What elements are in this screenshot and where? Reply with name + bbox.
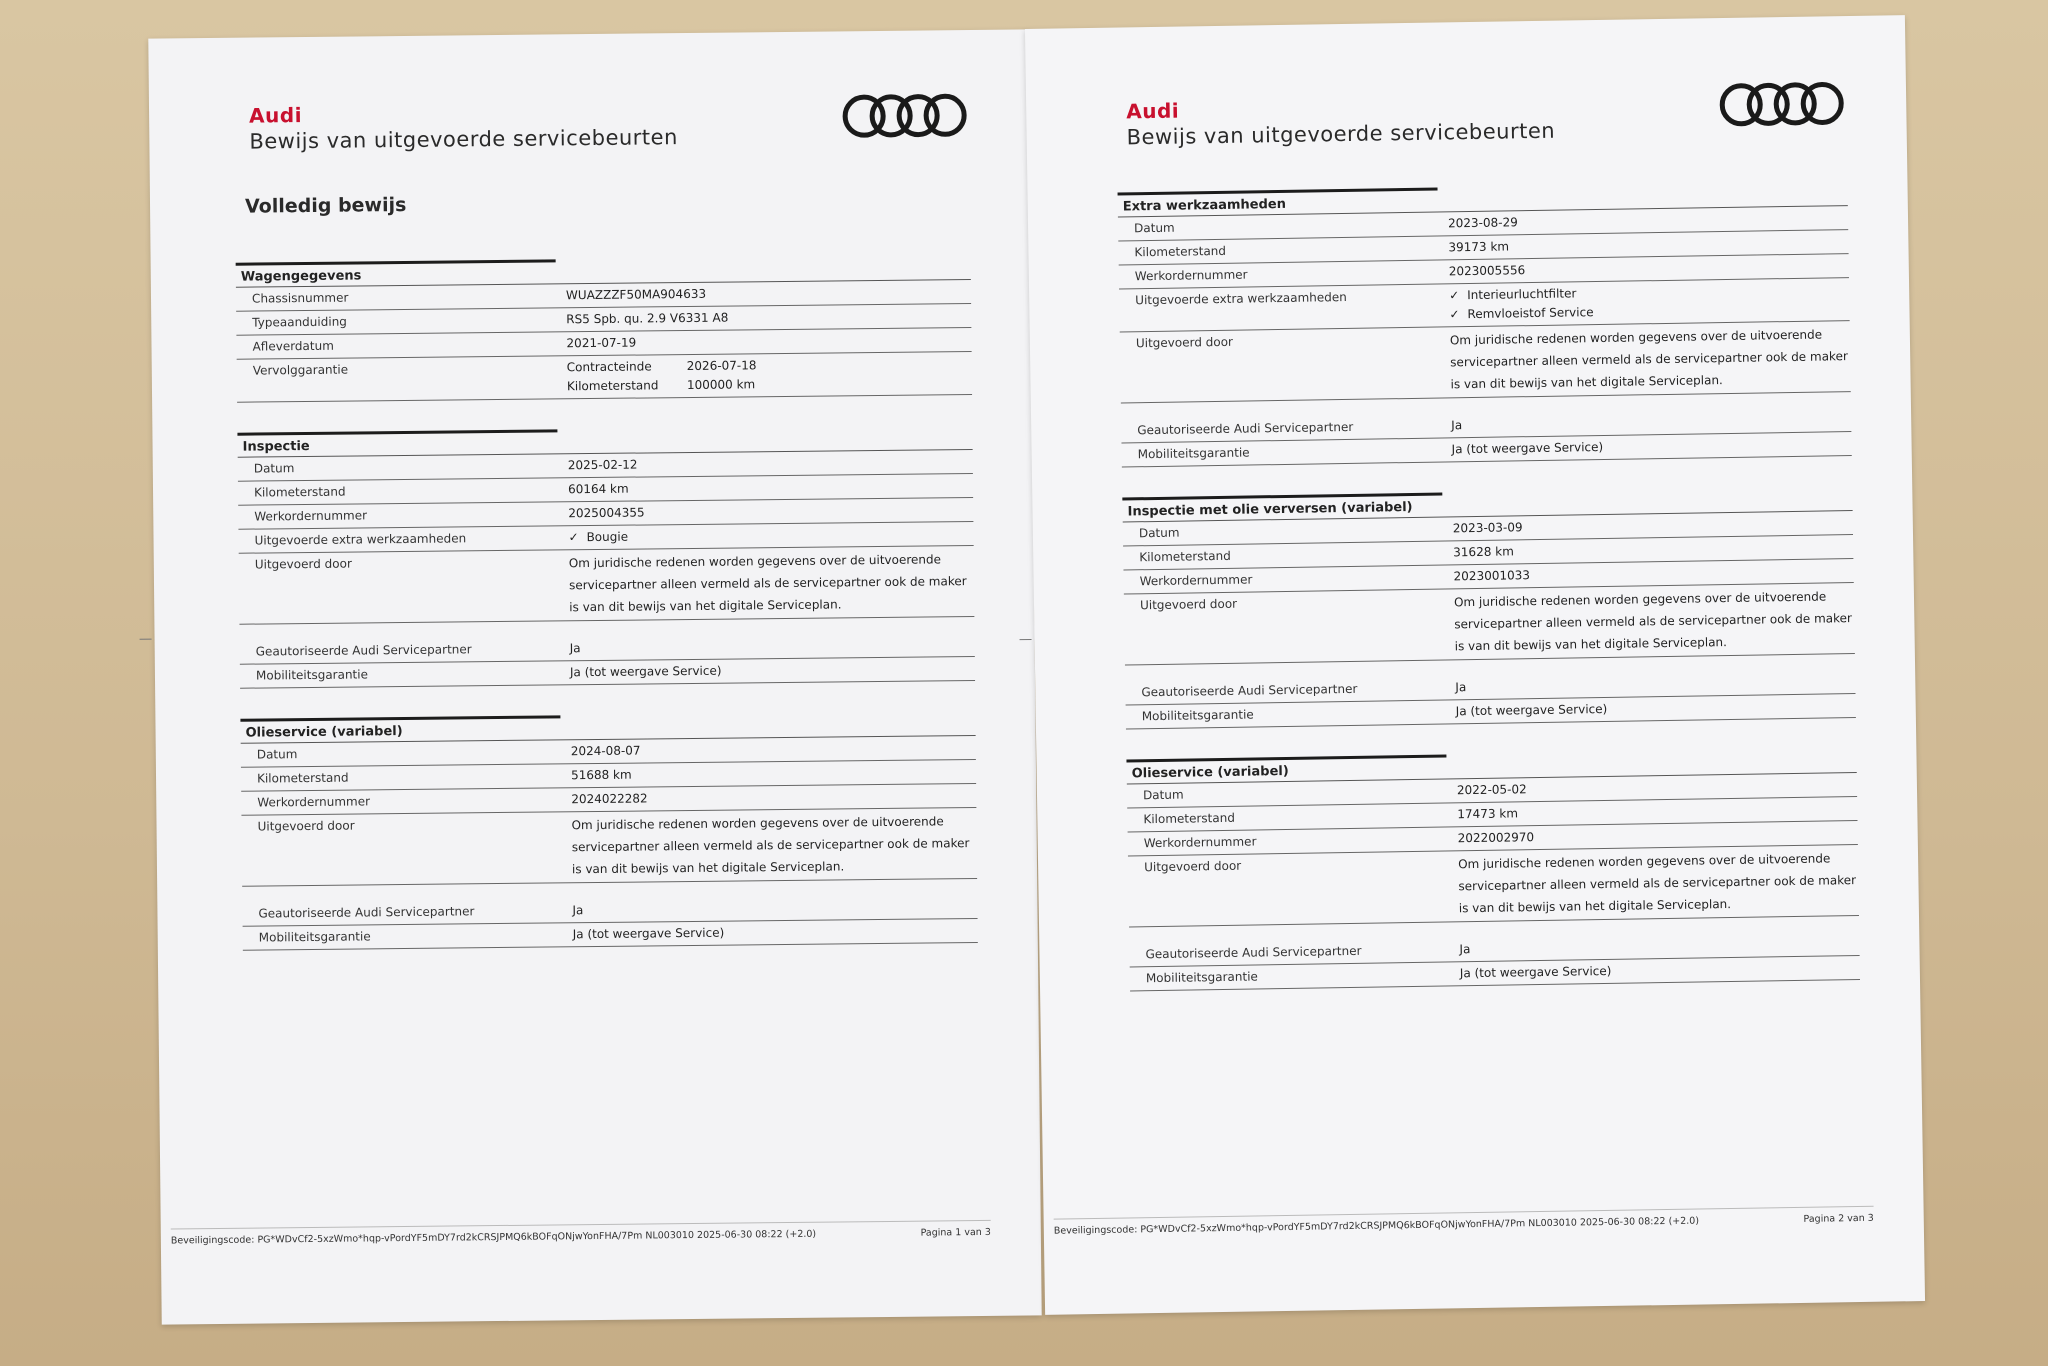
row-value: 2023005556: [1448, 263, 1526, 279]
row-value: Ja (tot weergave Service): [569, 663, 722, 680]
row-label: Werkordernummer: [254, 508, 368, 524]
fold-mark: [1020, 639, 1032, 640]
row-label: Datum: [253, 461, 295, 476]
row-value: Om juridische redenen worden gegevens over de uitvoerende servicepartner alleen vermeld als de servicepartner ook de maker is van dit bewijs van het digitale Serviceplan.: [571, 814, 970, 877]
row-label: Geautoriseerde Audi Servicepartner: [258, 904, 475, 921]
row-value: RS5 Spb. qu. 2.9 V6331 A8: [566, 310, 729, 327]
row-label: Geautoriseerde Audi Servicepartner: [1141, 681, 1358, 700]
sub-value: 100000 km: [686, 377, 756, 393]
checkmark-icon: ✓: [568, 530, 579, 545]
section-inspectie: [237, 425, 975, 689]
sections-page-2: [1118, 181, 1861, 1021]
section-title: Olieservice (variabel): [1126, 751, 1856, 784]
row-value: Ja: [1455, 680, 1467, 695]
row-label: Datum: [1133, 220, 1175, 236]
row-label: Mobiliteitsgarantie: [1145, 969, 1258, 986]
row-label: Werkordernummer: [1143, 834, 1257, 851]
row-value: WUAZZZF50MA904633: [565, 286, 707, 303]
sub-value: 2026-07-18: [686, 358, 757, 374]
row-label: Typeaanduiding: [252, 314, 347, 330]
row-label: Kilometerstand: [1139, 548, 1231, 565]
row-label: Geautoriseerde Audi Servicepartner: [255, 642, 472, 659]
row-label: Afleverdatum: [252, 338, 334, 354]
row-value: Ja: [572, 903, 584, 918]
row-label: Werkordernummer: [257, 794, 371, 810]
row-value: 2023-03-09: [1452, 520, 1523, 536]
row-value: Om juridische redenen worden gegevens over de uitvoerende servicepartner alleen vermeld als de servicepartner ook de maker is van dit bewijs van het digitale Serviceplan.: [1453, 589, 1853, 654]
section-title: Wagengegevens: [236, 258, 971, 288]
row-value: 51688 km: [570, 767, 632, 783]
document-title: Bewijs van uitgevoerde servicebeurten: [249, 125, 678, 154]
row-label: Uitgevoerde extra werkzaamheden: [254, 531, 467, 548]
extra-item-label: Remvloeistof Service: [1467, 305, 1594, 322]
sub-kilometerstand: [567, 373, 972, 396]
row-value: 2025-02-12: [567, 457, 638, 473]
row-label: Kilometerstand: [1134, 243, 1227, 260]
row-label: Mobiliteitsgarantie: [258, 929, 371, 945]
row-vervolggarantie: [237, 352, 972, 403]
security-code: Beveiligingscode: PG*WDvCf2-5xzWmo*hqp-vPordYF5mDY7rd2kCRSJPMQ6kBOFqONjwYonFHA/7Pm NL003010 2025-06-30 08:22 (+2.0): [170, 1228, 817, 1247]
row-label: Kilometerstand: [253, 484, 346, 500]
section-olieservice: [240, 711, 977, 951]
brand-name: Audi: [1126, 98, 1180, 124]
section-inspectie-olie: [1122, 486, 1856, 729]
document-page-2: [1025, 15, 1925, 1315]
row-label: Uitgevoerde extra werkzaamheden: [1135, 289, 1347, 308]
section-extra-werkzaamheden: [1118, 181, 1852, 467]
document-title: Bewijs van uitgevoerde servicebeurten: [1126, 118, 1556, 150]
row-label: Uitgevoerd door: [1139, 596, 1238, 613]
row-label: Datum: [1142, 787, 1184, 803]
audi-rings-logo: [1716, 78, 1847, 130]
row-value: 2021-07-19: [566, 335, 637, 351]
row-label: Mobiliteitsgarantie: [1137, 445, 1250, 462]
row-value: Ja (tot weergave Service): [572, 925, 725, 942]
row-value: [567, 354, 972, 396]
row-value: Ja: [1451, 418, 1463, 433]
checkmark-icon: ✓: [1449, 288, 1460, 303]
row-value: Ja (tot weergave Service): [1455, 701, 1608, 719]
row-uitgevoerd-door: [1128, 845, 1859, 927]
page-number: Pagina 1 van 3: [920, 1226, 991, 1239]
row-value: 2022002970: [1457, 830, 1535, 846]
section-title: Inspectie: [237, 428, 972, 458]
sections-page-1: [236, 255, 978, 981]
page-number: Pagina 2 van 3: [1803, 1212, 1874, 1225]
row-label: Geautoriseerde Audi Servicepartner: [1137, 419, 1354, 438]
checkmark-icon: ✓: [1449, 307, 1460, 322]
row-label: Uitgevoerd door: [1144, 858, 1242, 875]
sub-label: Kilometerstand: [566, 378, 659, 394]
sub-label: Contracteinde: [566, 359, 652, 375]
row-value: 31628 km: [1453, 544, 1514, 560]
row-value: 2022-05-02: [1456, 782, 1527, 798]
section-wagengegevens: [236, 255, 972, 403]
row-uitgevoerd-door: [1120, 321, 1851, 403]
extra-item: Bougie: [586, 529, 629, 545]
row-value: 2024022282: [571, 791, 648, 807]
section-title: Extra werkzaamheden: [1118, 184, 1848, 217]
row-label: Vervolggarantie: [252, 362, 349, 378]
row-value: [1449, 280, 1850, 324]
row-value: 60164 km: [567, 481, 629, 497]
fold-mark: [140, 639, 152, 640]
row-uitgevoerd-door: [239, 546, 975, 625]
row-label: Werkordernummer: [1134, 267, 1248, 284]
row-label: Datum: [256, 747, 298, 762]
section-title: Inspectie met olie verversen (variabel): [1122, 489, 1852, 522]
row-label: Kilometerstand: [256, 770, 349, 786]
row-label: Kilometerstand: [1143, 810, 1235, 827]
row-value: 2023001033: [1453, 568, 1531, 584]
row-value: 17473 km: [1457, 806, 1519, 822]
row-label: Werkordernummer: [1139, 572, 1253, 589]
row-label: Uitgevoerd door: [1135, 334, 1234, 351]
row-value: Om juridische redenen worden gegevens over de uitvoerende servicepartner alleen vermeld als de servicepartner ook de maker is van dit bewijs van het digitale Serviceplan.: [1458, 851, 1857, 916]
section-title: Olieservice (variabel): [240, 714, 975, 744]
section-olieservice: [1126, 748, 1860, 991]
row-value: 39173 km: [1448, 239, 1510, 255]
row-value: Om juridische redenen worden gegevens over de uitvoerende servicepartner alleen vermeld als de servicepartner ook de maker is van dit bewijs van het digitale Serviceplan.: [568, 552, 967, 615]
page-heading: Volledig bewijs: [244, 193, 407, 218]
row-uitgevoerd-door: [1124, 583, 1855, 665]
row-label: Chassisnummer: [251, 290, 349, 306]
row-value: Ja (tot weergave Service): [1451, 439, 1604, 457]
page-footer: [1054, 1206, 1874, 1237]
row-uitgevoerd-door: [241, 808, 977, 887]
extra-item-label: Interieurluchtfilter: [1467, 286, 1577, 303]
row-value: Om juridische redenen worden gegevens over de uitvoerende servicepartner alleen vermeld als de servicepartner ook de maker is van dit bewijs van het digitale Serviceplan.: [1449, 327, 1848, 392]
row-label: Datum: [1138, 525, 1180, 541]
row-value: Ja: [569, 641, 581, 656]
row-value: 2025004355: [568, 505, 645, 521]
audi-rings-logo: [839, 90, 970, 141]
row-label: Geautoriseerde Audi Servicepartner: [1145, 943, 1362, 962]
row-value: 2024-08-07: [570, 743, 641, 759]
row-value: 2023-08-29: [1447, 215, 1518, 231]
security-code: Beveiligingscode: PG*WDvCf2-5xzWmo*hqp-vPordYF5mDY7rd2kCRSJPMQ6kBOFqONjwYonFHA/7Pm NL003010 2025-06-30 08:22 (+2.0): [1053, 1215, 1700, 1237]
row-value: [568, 524, 973, 547]
row-value: Ja (tot weergave Service): [1459, 963, 1612, 981]
row-label: Mobiliteitsgarantie: [1141, 707, 1254, 724]
document-page-1: [148, 29, 1041, 1324]
row-label: Mobiliteitsgarantie: [255, 667, 369, 683]
page-footer: [171, 1220, 991, 1247]
row-label: Uitgevoerd door: [254, 556, 352, 572]
brand-name: Audi: [248, 103, 303, 128]
row-label: Uitgevoerd door: [257, 818, 355, 834]
row-value: Ja: [1459, 942, 1471, 957]
